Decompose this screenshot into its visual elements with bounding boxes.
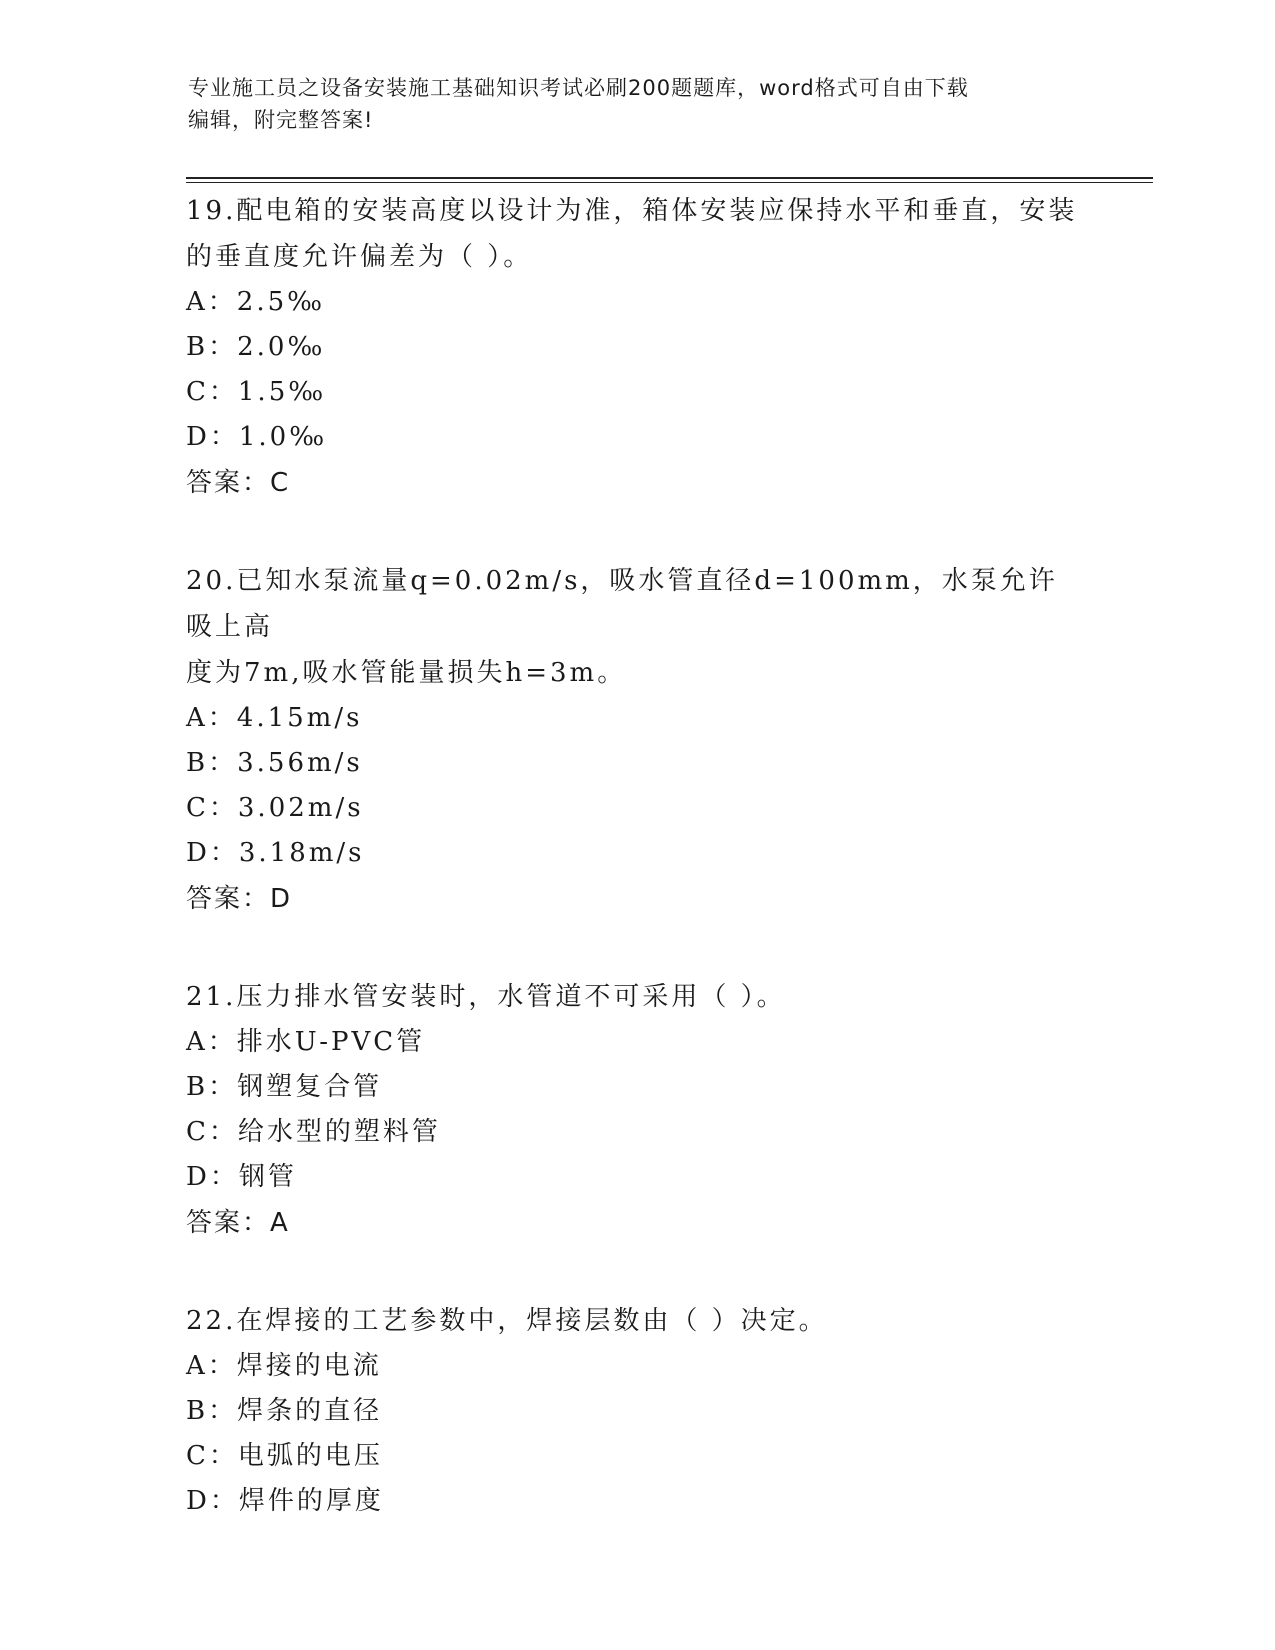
answer-label: 答案：: [186, 468, 271, 498]
option-d: D：1.0‰: [186, 422, 328, 452]
answer-label: 答案：: [186, 1208, 271, 1238]
question-stem: [186, 558, 1086, 696]
option-b: B：2.0‰: [186, 332, 326, 362]
header-divider-thick: [186, 177, 1153, 179]
option-a: A：4.15m/s: [186, 703, 363, 733]
answer: [186, 876, 1086, 922]
stem-line: 的垂直度允许偏差为（ ）。: [186, 242, 533, 272]
option-c: C：电弧的电压: [186, 1441, 383, 1471]
header-divider-thin: [186, 182, 1153, 183]
stem-line: 度为7m,吸水管能量损失h=3m。: [186, 658, 627, 688]
document-header: [188, 72, 1068, 136]
question-20: [186, 558, 1086, 922]
question-19: [186, 188, 1086, 506]
question-stem: [186, 1298, 1086, 1344]
answer-value: C: [270, 468, 291, 498]
option-b: B：焊条的直径: [186, 1396, 383, 1426]
question-22: [186, 1298, 1086, 1524]
option-a: A：2.5‰: [186, 287, 326, 317]
option-a: A：排水U-PVC管: [186, 1027, 426, 1057]
answer-value: D: [270, 884, 293, 914]
question-list: [186, 188, 1086, 1576]
question-stem: [186, 188, 1086, 280]
option-a: A：焊接的电流: [186, 1351, 382, 1381]
option-d: D：焊件的厚度: [186, 1486, 384, 1516]
option-c: C：3.02m/s: [186, 793, 364, 823]
stem-line: 21.压力排水管安装时，水管道不可采用（ ）。: [186, 982, 786, 1012]
answer-label: 答案：: [186, 884, 271, 914]
header-line-2: 编辑，附完整答案!: [188, 108, 374, 132]
stem-line: 19.配电箱的安装高度以设计为准，箱体安装应保持水平和垂直，安装: [186, 196, 1078, 226]
header-line-1: 专业施工员之设备安装施工基础知识考试必刷200题题库，word格式可自由下载: [188, 76, 969, 100]
question-21: [186, 974, 1086, 1246]
stem-line: 20.已知水泵流量q=0.02m/s，吸水管直径d=100mm，水泵允许吸上高: [186, 566, 1058, 642]
answer: [186, 460, 1086, 506]
option-b: B：钢塑复合管: [186, 1072, 383, 1102]
answer-value: A: [270, 1208, 290, 1238]
answer: [186, 1200, 1086, 1246]
option-d: D：钢管: [186, 1162, 297, 1192]
option-d: D：3.18m/s: [186, 838, 365, 868]
option-b: B：3.56m/s: [186, 748, 363, 778]
question-stem: [186, 974, 1086, 1020]
option-c: C：给水型的塑料管: [186, 1117, 441, 1147]
option-c: C：1.5‰: [186, 377, 327, 407]
stem-line: 22.在焊接的工艺参数中，焊接层数由（ ）决定。: [186, 1306, 828, 1336]
